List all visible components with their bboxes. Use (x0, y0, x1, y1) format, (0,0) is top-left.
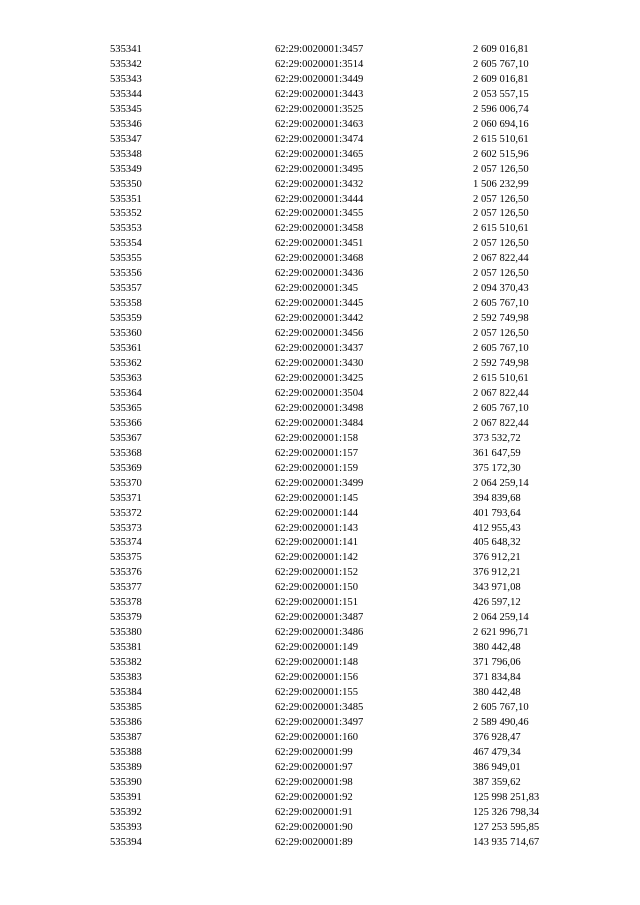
row-number-cell: 535369 (110, 462, 142, 474)
table-row (110, 761, 593, 776)
row-number-cell: 535363 (110, 372, 142, 384)
table-row (110, 806, 593, 821)
row-number-cell: 535364 (110, 387, 142, 399)
cadastral-number-cell: 62:29:0020001:89 (275, 836, 353, 848)
row-number-cell: 535382 (110, 657, 142, 669)
value-cell: 426 597,12 (473, 597, 521, 609)
row-number-cell: 535379 (110, 612, 142, 624)
row-number-cell: 535342 (110, 58, 142, 70)
row-number-cell: 535367 (110, 432, 142, 444)
table-row (110, 327, 593, 342)
cadastral-number-cell: 62:29:0020001:143 (275, 522, 358, 534)
table-row (110, 43, 593, 58)
value-cell: 2 621 996,71 (473, 627, 529, 639)
cadastral-number-cell: 62:29:0020001:157 (275, 447, 358, 459)
cadastral-number-cell: 62:29:0020001:3430 (275, 358, 364, 370)
row-number-cell: 535391 (110, 791, 142, 803)
table-row (110, 447, 593, 462)
cadastral-number-cell: 62:29:0020001:3484 (275, 417, 364, 429)
value-cell: 2 057 126,50 (473, 208, 529, 220)
table-row (110, 133, 593, 148)
table-row (110, 507, 593, 522)
value-cell: 2 057 126,50 (473, 268, 529, 280)
row-number-cell: 535361 (110, 343, 142, 355)
table-row (110, 671, 593, 686)
value-cell: 2 589 490,46 (473, 716, 529, 728)
table-row (110, 387, 593, 402)
row-number-cell: 535380 (110, 627, 142, 639)
cadastral-number-cell: 62:29:0020001:3442 (275, 313, 364, 325)
table-row (110, 821, 593, 836)
table-row (110, 522, 593, 537)
value-cell: 371 834,84 (473, 672, 521, 684)
row-number-cell: 535373 (110, 522, 142, 534)
table-row (110, 163, 593, 178)
value-cell: 2 609 016,81 (473, 44, 529, 55)
value-cell: 2 605 767,10 (473, 701, 529, 713)
cadastral-number-cell: 62:29:0020001:3465 (275, 148, 364, 160)
value-cell: 2 605 767,10 (473, 298, 529, 310)
cadastral-number-cell: 62:29:0020001:155 (275, 686, 358, 698)
row-number-cell: 535344 (110, 88, 142, 100)
row-number-cell: 535377 (110, 582, 142, 594)
table-row (110, 342, 593, 357)
row-number-cell: 535356 (110, 268, 142, 280)
value-cell: 2 596 006,74 (473, 103, 529, 115)
row-number-cell: 535346 (110, 118, 142, 130)
cadastral-number-cell: 62:29:0020001:3486 (275, 627, 364, 639)
table-row (110, 791, 593, 806)
value-cell: 2 609 016,81 (473, 73, 529, 85)
table-row (110, 357, 593, 372)
row-number-cell: 535390 (110, 776, 142, 788)
row-number-cell: 535349 (110, 163, 142, 175)
cadastral-number-cell: 62:29:0020001:3495 (275, 163, 364, 175)
row-number-cell: 535365 (110, 402, 142, 414)
row-number-cell: 535347 (110, 133, 142, 145)
value-cell: 2 602 515,96 (473, 148, 529, 160)
row-number-cell: 535341 (110, 44, 142, 55)
cadastral-number-cell: 62:29:0020001:3499 (275, 477, 364, 489)
table-row (110, 178, 593, 193)
cadastral-number-cell: 62:29:0020001:3432 (275, 178, 364, 190)
cadastral-number-cell: 62:29:0020001:151 (275, 597, 358, 609)
value-cell: 401 793,64 (473, 507, 521, 519)
row-number-cell: 535343 (110, 73, 142, 85)
row-number-cell: 535384 (110, 686, 142, 698)
cadastral-number-cell: 62:29:0020001:149 (275, 642, 358, 654)
row-number-cell: 535357 (110, 283, 142, 295)
value-cell: 2 067 822,44 (473, 387, 529, 399)
row-number-cell: 535348 (110, 148, 142, 160)
cadastral-number-cell: 62:29:0020001:3456 (275, 328, 364, 340)
data-table (110, 43, 593, 850)
table-row (110, 536, 593, 551)
table-row (110, 611, 593, 626)
cadastral-number-cell: 62:29:0020001:98 (275, 776, 353, 788)
cadastral-number-cell: 62:29:0020001:3443 (275, 88, 364, 100)
value-cell: 2 057 126,50 (473, 238, 529, 250)
row-number-cell: 535394 (110, 836, 142, 848)
table-row (110, 746, 593, 761)
cadastral-number-cell: 62:29:0020001:158 (275, 432, 358, 444)
row-number-cell: 535359 (110, 313, 142, 325)
row-number-cell: 535385 (110, 701, 142, 713)
row-number-cell: 535388 (110, 746, 142, 758)
cadastral-number-cell: 62:29:0020001:152 (275, 567, 358, 579)
cadastral-number-cell: 62:29:0020001:150 (275, 582, 358, 594)
row-number-cell: 535366 (110, 417, 142, 429)
row-number-cell: 535376 (110, 567, 142, 579)
table-row (110, 193, 593, 208)
cadastral-number-cell: 62:29:0020001:3449 (275, 73, 364, 85)
cadastral-number-cell: 62:29:0020001:3455 (275, 208, 364, 220)
cadastral-number-cell: 62:29:0020001:3504 (275, 387, 364, 399)
table-row (110, 372, 593, 387)
cadastral-number-cell: 62:29:0020001:3514 (275, 58, 364, 70)
value-cell: 405 648,32 (473, 537, 521, 549)
table-row (110, 312, 593, 327)
table-row (110, 551, 593, 566)
cadastral-number-cell: 62:29:0020001:3498 (275, 402, 364, 414)
table-row (110, 836, 593, 851)
row-number-cell: 535392 (110, 806, 142, 818)
table-row (110, 566, 593, 581)
table-row (110, 776, 593, 791)
row-number-cell: 535387 (110, 731, 142, 743)
value-cell: 386 949,01 (473, 761, 521, 773)
cadastral-number-cell: 62:29:0020001:3425 (275, 372, 364, 384)
table-row (110, 656, 593, 671)
cadastral-number-cell: 62:29:0020001:148 (275, 657, 358, 669)
cadastral-number-cell: 62:29:0020001:159 (275, 462, 358, 474)
value-cell: 2 057 126,50 (473, 193, 529, 205)
table-row (110, 731, 593, 746)
cadastral-number-cell: 62:29:0020001:3445 (275, 298, 364, 310)
cadastral-number-cell: 62:29:0020001:142 (275, 552, 358, 564)
value-cell: 2 615 510,61 (473, 133, 529, 145)
value-cell: 2 060 694,16 (473, 118, 529, 130)
value-cell: 125 326 798,34 (473, 806, 540, 818)
table-row (110, 207, 593, 222)
row-number-cell: 535393 (110, 821, 142, 833)
row-number-cell: 535368 (110, 447, 142, 459)
cadastral-number-cell: 62:29:0020001:144 (275, 507, 358, 519)
value-cell: 394 839,68 (473, 492, 521, 504)
table-row (110, 641, 593, 656)
row-number-cell: 535372 (110, 507, 142, 519)
cadastral-number-cell: 62:29:0020001:160 (275, 731, 358, 743)
value-cell: 376 928,47 (473, 731, 521, 743)
value-cell: 143 935 714,67 (473, 836, 540, 848)
table-row (110, 432, 593, 447)
value-cell: 375 172,30 (473, 462, 521, 474)
value-cell: 371 796,06 (473, 657, 521, 669)
cadastral-number-cell: 62:29:0020001:3468 (275, 253, 364, 265)
row-number-cell: 535362 (110, 358, 142, 370)
cadastral-number-cell: 62:29:0020001:3437 (275, 343, 364, 355)
row-number-cell: 535360 (110, 328, 142, 340)
table-row (110, 626, 593, 641)
table-row (110, 462, 593, 477)
value-cell: 2 057 126,50 (473, 328, 529, 340)
value-cell: 2 067 822,44 (473, 417, 529, 429)
value-cell: 376 912,21 (473, 567, 521, 579)
cadastral-number-cell: 62:29:0020001:156 (275, 672, 358, 684)
value-cell: 376 912,21 (473, 552, 521, 564)
table-row (110, 237, 593, 252)
value-cell: 2 053 557,15 (473, 88, 529, 100)
table-row (110, 73, 593, 88)
value-cell: 467 479,34 (473, 746, 521, 758)
row-number-cell: 535389 (110, 761, 142, 773)
cadastral-number-cell: 62:29:0020001:145 (275, 492, 358, 504)
value-cell: 2 067 822,44 (473, 253, 529, 265)
value-cell: 2 605 767,10 (473, 343, 529, 355)
table-row (110, 417, 593, 432)
cadastral-number-cell: 62:29:0020001:3487 (275, 612, 364, 624)
table-row (110, 701, 593, 716)
cadastral-number-cell: 62:29:0020001:3458 (275, 223, 364, 235)
cadastral-number-cell: 62:29:0020001:92 (275, 791, 353, 803)
table-body (110, 43, 593, 850)
cadastral-number-cell: 62:29:0020001:3525 (275, 103, 364, 115)
value-cell: 2 592 749,98 (473, 313, 529, 325)
table-row (110, 88, 593, 103)
row-number-cell: 535355 (110, 253, 142, 265)
table-row (110, 103, 593, 118)
value-cell: 380 442,48 (473, 642, 521, 654)
row-number-cell: 535350 (110, 178, 142, 190)
table-row (110, 148, 593, 163)
value-cell: 387 359,62 (473, 776, 521, 788)
cadastral-number-cell: 62:29:0020001:3436 (275, 268, 364, 280)
cadastral-number-cell: 62:29:0020001:3485 (275, 701, 364, 713)
row-number-cell: 535386 (110, 716, 142, 728)
cadastral-number-cell: 62:29:0020001:90 (275, 821, 353, 833)
table-row (110, 402, 593, 417)
table-row (110, 492, 593, 507)
table-row (110, 686, 593, 701)
table-row (110, 267, 593, 282)
row-number-cell: 535345 (110, 103, 142, 115)
cadastral-number-cell: 62:29:0020001:3463 (275, 118, 364, 130)
cadastral-number-cell: 62:29:0020001:3497 (275, 716, 364, 728)
value-cell: 2 615 510,61 (473, 372, 529, 384)
value-cell: 2 057 126,50 (473, 163, 529, 175)
value-cell: 2 592 749,98 (473, 358, 529, 370)
cadastral-number-cell: 62:29:0020001:91 (275, 806, 353, 818)
row-number-cell: 535358 (110, 298, 142, 310)
table-row (110, 282, 593, 297)
cadastral-number-cell: 62:29:0020001:3444 (275, 193, 364, 205)
table-row (110, 252, 593, 267)
cadastral-number-cell: 62:29:0020001:141 (275, 537, 358, 549)
table-row (110, 58, 593, 73)
value-cell: 343 971,08 (473, 582, 521, 594)
value-cell: 2 064 259,14 (473, 612, 529, 624)
value-cell: 2 605 767,10 (473, 58, 529, 70)
row-number-cell: 535352 (110, 208, 142, 220)
cadastral-number-cell: 62:29:0020001:97 (275, 761, 353, 773)
value-cell: 125 998 251,83 (473, 791, 540, 803)
row-number-cell: 535351 (110, 193, 142, 205)
row-number-cell: 535354 (110, 238, 142, 250)
table-row (110, 716, 593, 731)
row-number-cell: 535370 (110, 477, 142, 489)
value-cell: 127 253 595,85 (473, 821, 540, 833)
row-number-cell: 535383 (110, 672, 142, 684)
table-row (110, 222, 593, 237)
value-cell: 2 094 370,43 (473, 283, 529, 295)
value-cell: 2 064 259,14 (473, 477, 529, 489)
value-cell: 1 506 232,99 (473, 178, 529, 190)
value-cell: 373 532,72 (473, 432, 521, 444)
value-cell: 2 605 767,10 (473, 402, 529, 414)
table-row (110, 118, 593, 133)
row-number-cell: 535375 (110, 552, 142, 564)
cadastral-number-cell: 62:29:0020001:3474 (275, 133, 364, 145)
value-cell: 412 955,43 (473, 522, 521, 534)
table-row (110, 596, 593, 611)
row-number-cell: 535353 (110, 223, 142, 235)
value-cell: 2 615 510,61 (473, 223, 529, 235)
value-cell: 361 647,59 (473, 447, 521, 459)
row-number-cell: 535374 (110, 537, 142, 549)
row-number-cell: 535381 (110, 642, 142, 654)
cadastral-number-cell: 62:29:0020001:3457 (275, 44, 364, 55)
cadastral-number-cell: 62:29:0020001:345 (275, 283, 358, 295)
value-cell: 380 442,48 (473, 686, 521, 698)
cadastral-number-cell: 62:29:0020001:99 (275, 746, 353, 758)
table-row (110, 581, 593, 596)
table-row (110, 477, 593, 492)
row-number-cell: 535371 (110, 492, 142, 504)
row-number-cell: 535378 (110, 597, 142, 609)
cadastral-number-cell: 62:29:0020001:3451 (275, 238, 364, 250)
table-row (110, 297, 593, 312)
